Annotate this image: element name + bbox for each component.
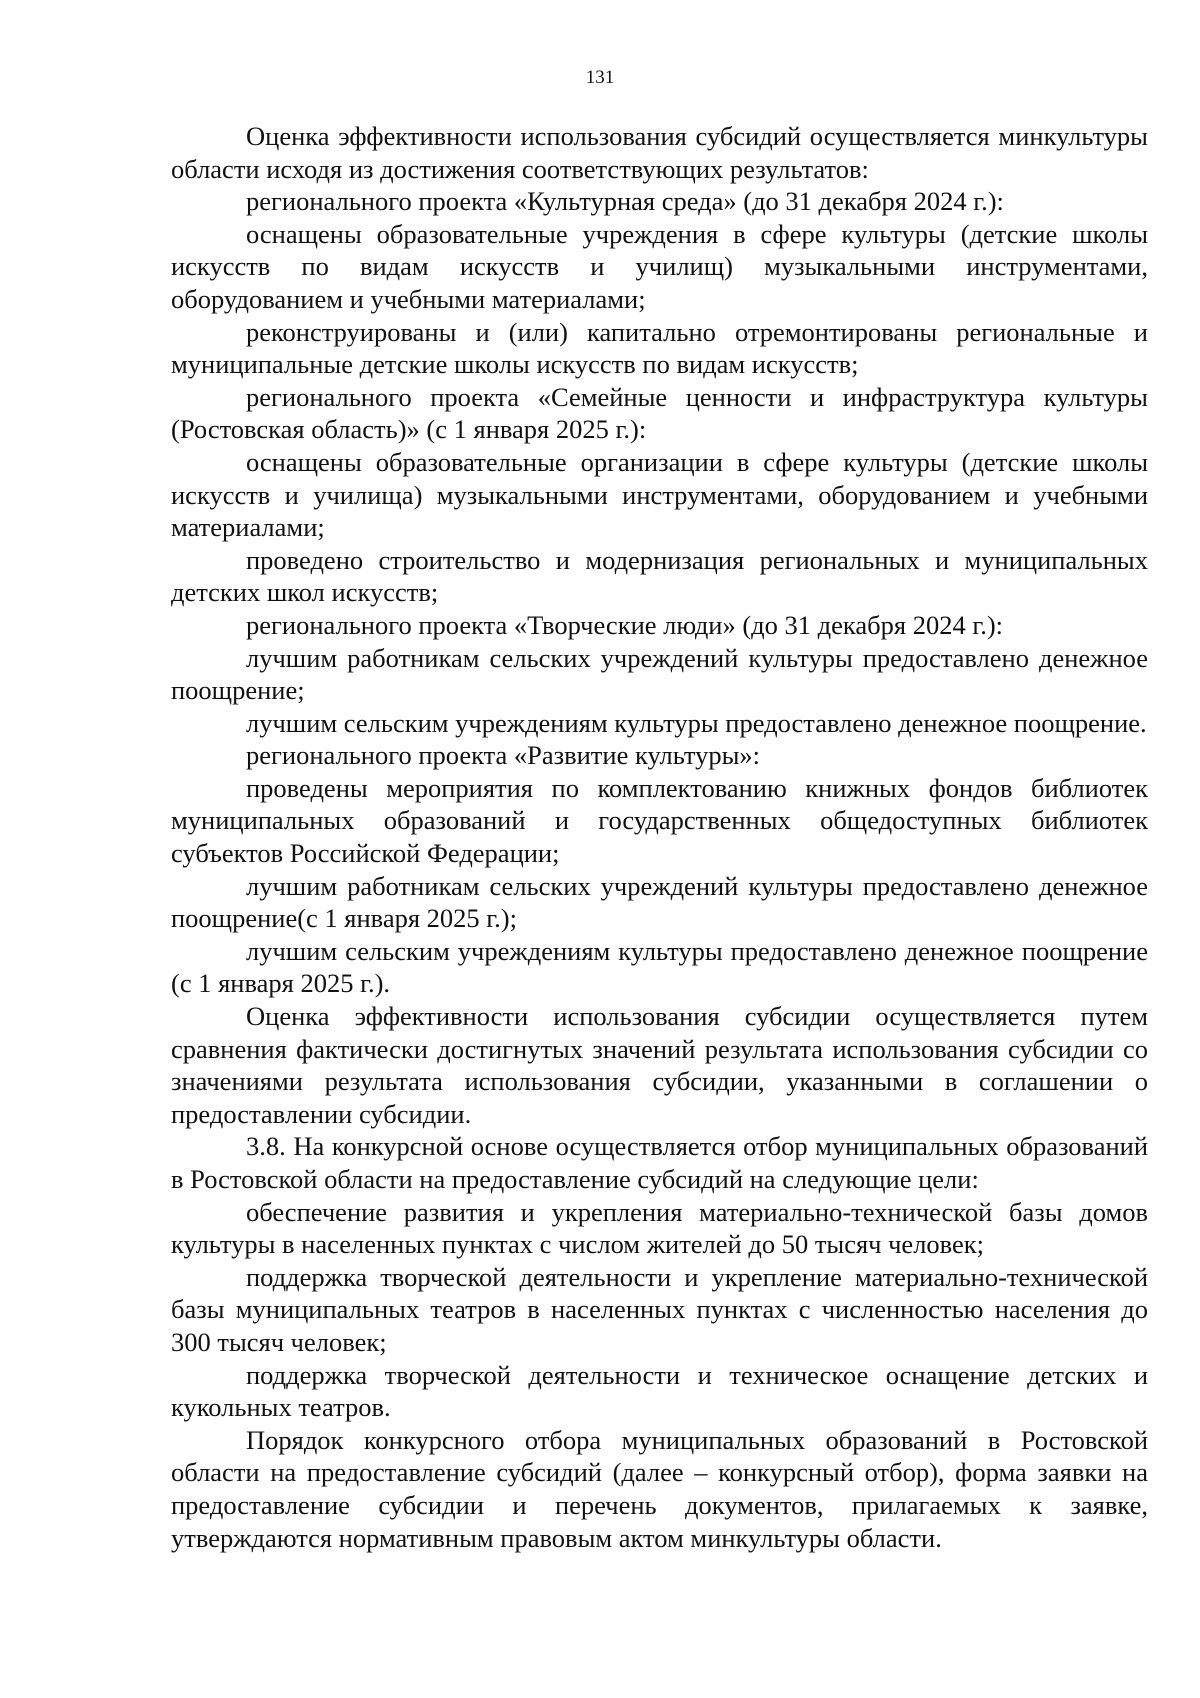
paragraph: лучшим работникам сельских учреждений культуры предоставлено денежное поощрение; xyxy=(171,642,1148,706)
paragraph: Оценка эффективности использования субсидии осуществляется путем сравнения фактически достигнутых значений результата использования субсидии со значениями результата использования субсидии, указанными в соглашении о предоставлении субсидии. xyxy=(171,1001,1148,1129)
paragraph: проведено строительство и модернизация региональных и муниципальных детских школ искусств; xyxy=(171,544,1148,608)
paragraph: регионального проекта «Развитие культуры»: xyxy=(246,740,760,771)
paragraph: проведены мероприятия по комплектованию книжных фондов библиотек муниципальных образований и государственных общедоступных библиотек субъектов Российской Федерации; xyxy=(171,772,1148,869)
paragraph: регионального проекта «Творческие люди» (до 31 декабря 2024 г.): xyxy=(246,609,1004,640)
paragraph: реконструированы и (или) капитально отремонтированы региональные и муниципальные детские школы искусств по видам искусств; xyxy=(171,316,1148,380)
paragraph: лучшим сельским учреждениям культуры предоставлено денежное поощрение (с 1 января 2025 г.). xyxy=(171,935,1148,999)
paragraph: лучшим сельским учреждениям культуры предоставлено денежное поощрение. xyxy=(246,707,1147,738)
paragraph: Порядок конкурсного отбора муниципальных образований в Ростовской области на предоставление субсидий (далее – конкурсный отбор), форма заявки на предоставление субсидии и перечень документов, прилагаемых к заявке, утверждаются нормативным правовым актом минкультуры области. xyxy=(171,1424,1148,1553)
document-body xyxy=(171,120,1148,1554)
paragraph: поддержка творческой деятельности и укрепление материально-технической базы муниципальных театров в населенных пунктах с численностью населения до 300 тысяч человек; xyxy=(171,1261,1148,1357)
paragraph: обеспечение развития и укрепления материально-технической базы домов культуры в населенных пунктах с числом жителей до 50 тысяч человек; xyxy=(171,1196,1148,1260)
page-number: 131 xyxy=(585,67,615,88)
paragraph: оснащены образовательные учреждения в сфере культуры (детские школы искусств по видам искусств и училищ) музыкальными инструментами, оборудованием и учебными материалами; xyxy=(171,218,1148,314)
paragraph: 3.8. На конкурсной основе осуществляется отбор муниципальных образований в Ростовской области на предоставление субсидий на следующие цели: xyxy=(171,1131,1148,1194)
paragraph: регионального проекта «Семейные ценности и инфраструктура культуры (Ростовская область)» (с 1 января 2025 г.): xyxy=(171,381,1148,445)
paragraph: поддержка творческой деятельности и техническое оснащение детских и кукольных театров. xyxy=(171,1359,1148,1423)
paragraph: лучшим работникам сельских учреждений культуры предоставлено денежное поощрение(с 1 января 2025 г.); xyxy=(171,870,1148,934)
paragraph: оснащены образовательные организации в сфере культуры (детские школы искусств и училища) музыкальными инструментами, оборудованием и учебными материалами; xyxy=(171,446,1148,543)
paragraph: регионального проекта «Культурная среда» (до 31 декабря 2024 г.): xyxy=(246,186,1004,217)
paragraph: Оценка эффективности использования субсидий осуществляется минкультуры области исходя из достижения соответствующих результатов: xyxy=(171,121,1148,184)
